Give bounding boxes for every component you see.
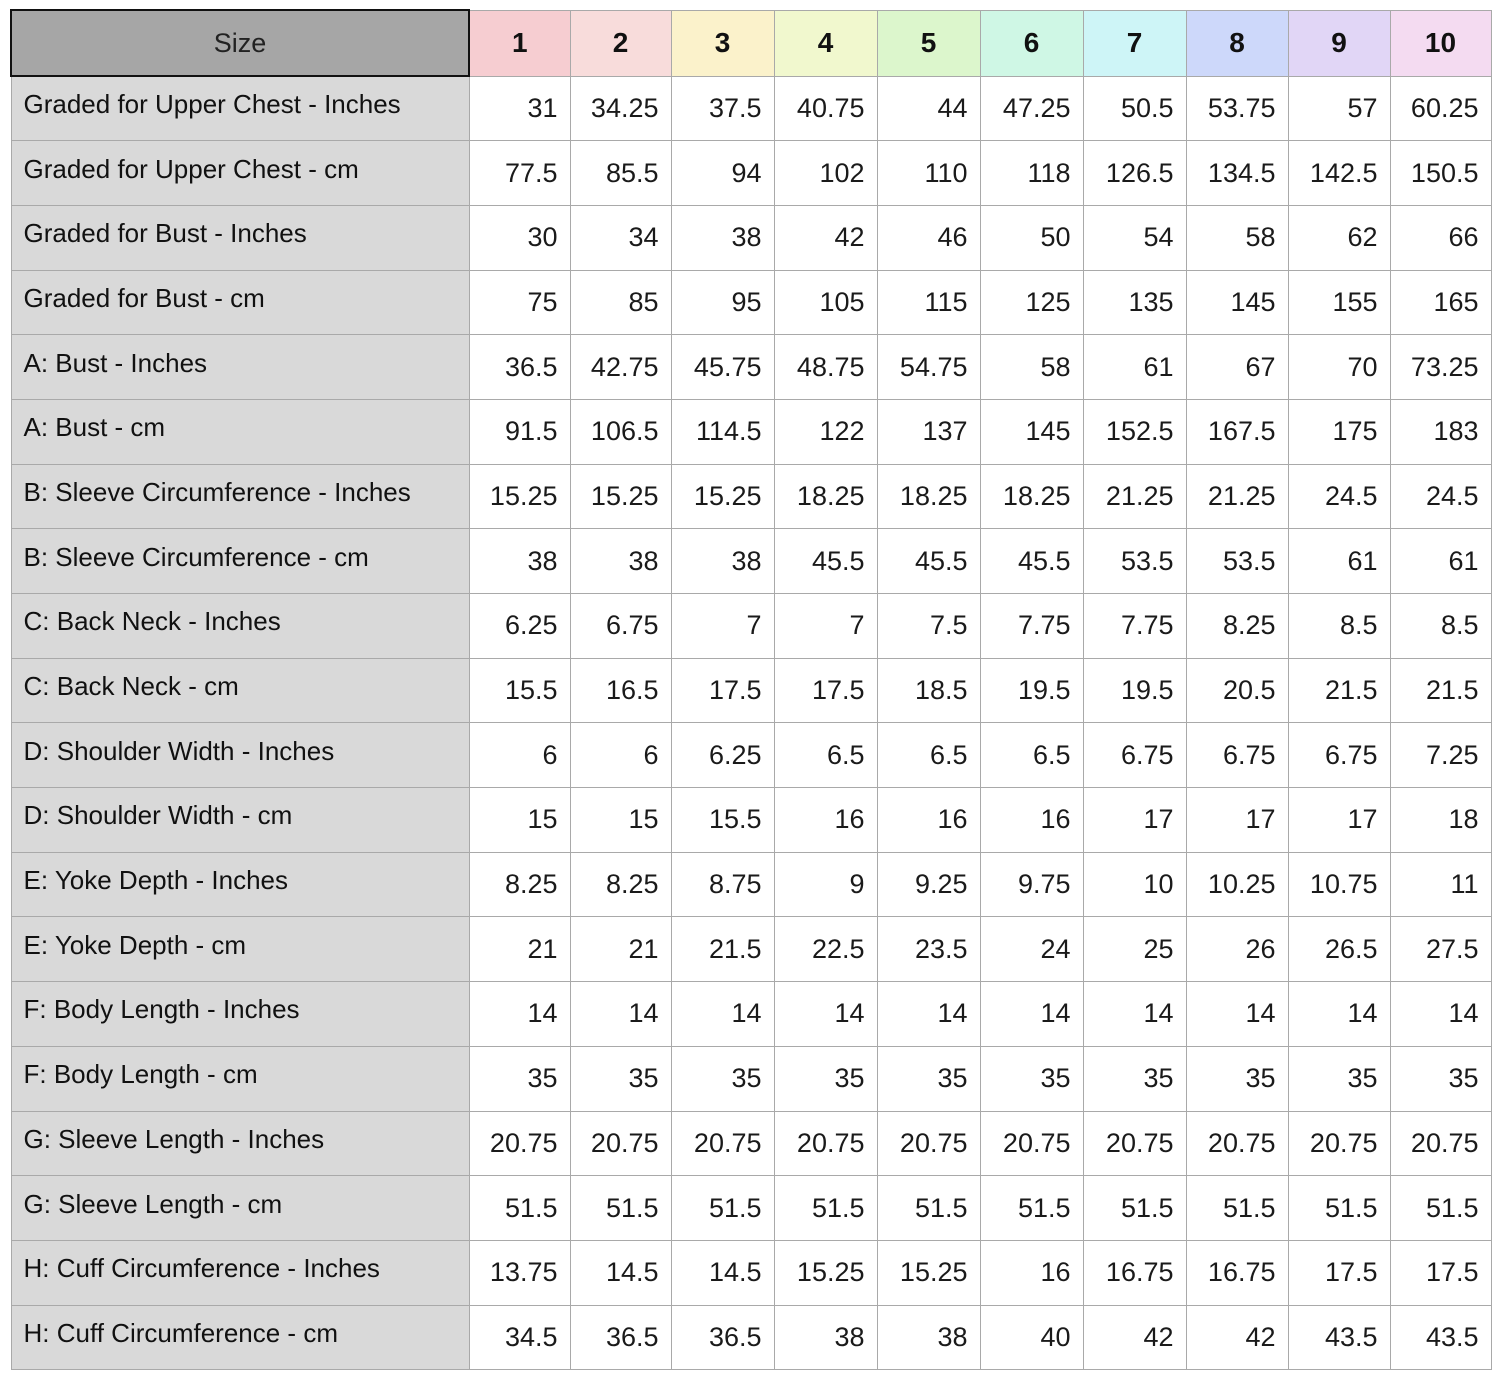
measurement-cell: 61	[1288, 529, 1390, 594]
measurement-cell: 15.5	[671, 788, 774, 853]
table-row	[11, 1176, 1491, 1241]
table-row	[11, 658, 1491, 723]
measurement-cell: 42	[774, 205, 877, 270]
measurement-cell: 53.5	[1083, 529, 1186, 594]
measurement-cell: 6.75	[1288, 723, 1390, 788]
measurement-cell: 85.5	[570, 141, 671, 206]
measurement-cell: 135	[1083, 270, 1186, 335]
measurement-cell: 6	[570, 723, 671, 788]
measurement-cell: 175	[1288, 399, 1390, 464]
measurement-cell: 118	[980, 141, 1083, 206]
measurement-cell: 38	[469, 529, 570, 594]
measurement-cell: 8.25	[469, 852, 570, 917]
measurement-cell: 35	[877, 1046, 980, 1111]
measurement-cell: 9.25	[877, 852, 980, 917]
measurement-cell: 35	[469, 1046, 570, 1111]
measurement-cell: 18.25	[980, 464, 1083, 529]
table-row	[11, 399, 1491, 464]
measurement-cell: 10.25	[1186, 852, 1288, 917]
measurement-cell: 46	[877, 205, 980, 270]
size-header-5: 5	[877, 10, 980, 76]
measurement-cell: 15.25	[877, 1240, 980, 1305]
table-row	[11, 464, 1491, 529]
measurement-cell: 11	[1390, 852, 1491, 917]
measurement-cell: 42	[1186, 1305, 1288, 1370]
row-label: Graded for Bust - Inches	[11, 205, 469, 270]
size-header-10: 10	[1390, 10, 1491, 76]
measurement-cell: 18	[1390, 788, 1491, 853]
measurement-cell: 34	[570, 205, 671, 270]
measurement-cell: 15	[570, 788, 671, 853]
measurement-cell: 8.25	[570, 852, 671, 917]
measurement-cell: 62	[1288, 205, 1390, 270]
measurement-cell: 54	[1083, 205, 1186, 270]
measurement-cell: 6.75	[1083, 723, 1186, 788]
measurement-cell: 14	[570, 982, 671, 1047]
table-row	[11, 76, 1491, 141]
measurement-cell: 14	[1083, 982, 1186, 1047]
measurement-cell: 17.5	[1288, 1240, 1390, 1305]
row-label: F: Body Length - cm	[11, 1046, 469, 1111]
row-label: A: Bust - Inches	[11, 335, 469, 400]
measurement-cell: 15.25	[671, 464, 774, 529]
measurement-cell: 53.5	[1186, 529, 1288, 594]
measurement-cell: 16	[980, 788, 1083, 853]
measurement-cell: 38	[774, 1305, 877, 1370]
size-chart-table	[10, 9, 1492, 1370]
row-label: G: Sleeve Length - cm	[11, 1176, 469, 1241]
measurement-cell: 60.25	[1390, 76, 1491, 141]
measurement-cell: 31	[469, 76, 570, 141]
measurement-cell: 16	[774, 788, 877, 853]
measurement-cell: 7.75	[980, 594, 1083, 659]
measurement-cell: 35	[774, 1046, 877, 1111]
measurement-cell: 106.5	[570, 399, 671, 464]
size-header-7: 7	[1083, 10, 1186, 76]
measurement-cell: 38	[570, 529, 671, 594]
table-row	[11, 594, 1491, 659]
measurement-cell: 102	[774, 141, 877, 206]
measurement-cell: 51.5	[774, 1176, 877, 1241]
measurement-cell: 17.5	[1390, 1240, 1491, 1305]
measurement-cell: 94	[671, 141, 774, 206]
measurement-cell: 26	[1186, 917, 1288, 982]
measurement-cell: 85	[570, 270, 671, 335]
measurement-cell: 6.5	[980, 723, 1083, 788]
measurement-cell: 20.75	[671, 1111, 774, 1176]
measurement-cell: 58	[980, 335, 1083, 400]
row-label: D: Shoulder Width - Inches	[11, 723, 469, 788]
measurement-cell: 45.5	[774, 529, 877, 594]
measurement-cell: 40	[980, 1305, 1083, 1370]
measurement-cell: 14	[877, 982, 980, 1047]
measurement-cell: 19.5	[1083, 658, 1186, 723]
measurement-cell: 14.5	[671, 1240, 774, 1305]
measurement-cell: 6.5	[877, 723, 980, 788]
measurement-cell: 16.75	[1186, 1240, 1288, 1305]
measurement-cell: 17	[1186, 788, 1288, 853]
size-header-9: 9	[1288, 10, 1390, 76]
size-header-6: 6	[980, 10, 1083, 76]
row-label: B: Sleeve Circumference - Inches	[11, 464, 469, 529]
row-label: C: Back Neck - cm	[11, 658, 469, 723]
measurement-cell: 35	[1390, 1046, 1491, 1111]
measurement-cell: 20.75	[1390, 1111, 1491, 1176]
measurement-cell: 20.75	[877, 1111, 980, 1176]
measurement-cell: 20.5	[1186, 658, 1288, 723]
measurement-cell: 150.5	[1390, 141, 1491, 206]
measurement-cell: 14	[774, 982, 877, 1047]
measurement-cell: 95	[671, 270, 774, 335]
measurement-cell: 126.5	[1083, 141, 1186, 206]
measurement-cell: 6.75	[570, 594, 671, 659]
measurement-cell: 15.25	[774, 1240, 877, 1305]
measurement-cell: 14	[1288, 982, 1390, 1047]
measurement-cell: 20.75	[1186, 1111, 1288, 1176]
measurement-cell: 44	[877, 76, 980, 141]
measurement-cell: 45.75	[671, 335, 774, 400]
measurements-body	[11, 76, 1491, 1370]
measurement-cell: 20.75	[1083, 1111, 1186, 1176]
measurement-cell: 38	[671, 205, 774, 270]
measurement-cell: 42.75	[570, 335, 671, 400]
measurement-cell: 34.25	[570, 76, 671, 141]
measurement-cell: 58	[1186, 205, 1288, 270]
measurement-cell: 137	[877, 399, 980, 464]
table-row	[11, 1240, 1491, 1305]
measurement-cell: 51.5	[671, 1176, 774, 1241]
measurement-cell: 48.75	[774, 335, 877, 400]
measurement-cell: 16.75	[1083, 1240, 1186, 1305]
measurement-cell: 9.75	[980, 852, 1083, 917]
measurement-cell: 21.25	[1186, 464, 1288, 529]
measurement-cell: 15.5	[469, 658, 570, 723]
size-header-1: 1	[469, 10, 570, 76]
measurement-cell: 18.5	[877, 658, 980, 723]
measurement-cell: 25	[1083, 917, 1186, 982]
measurement-cell: 36.5	[671, 1305, 774, 1370]
measurement-cell: 20.75	[774, 1111, 877, 1176]
measurement-cell: 15.25	[469, 464, 570, 529]
measurement-cell: 51.5	[570, 1176, 671, 1241]
measurement-cell: 77.5	[469, 141, 570, 206]
measurement-cell: 6.5	[774, 723, 877, 788]
table-row	[11, 205, 1491, 270]
measurement-cell: 8.25	[1186, 594, 1288, 659]
table-row	[11, 1305, 1491, 1370]
measurement-cell: 73.25	[1390, 335, 1491, 400]
table-row	[11, 335, 1491, 400]
measurement-cell: 70	[1288, 335, 1390, 400]
measurement-cell: 22.5	[774, 917, 877, 982]
measurement-cell: 21.5	[1288, 658, 1390, 723]
measurement-cell: 134.5	[1186, 141, 1288, 206]
row-label: Graded for Upper Chest - Inches	[11, 76, 469, 141]
row-label: H: Cuff Circumference - Inches	[11, 1240, 469, 1305]
table-row	[11, 982, 1491, 1047]
measurement-cell: 14	[1390, 982, 1491, 1047]
measurement-cell: 183	[1390, 399, 1491, 464]
measurement-cell: 16	[877, 788, 980, 853]
measurement-cell: 35	[1288, 1046, 1390, 1111]
measurement-cell: 43.5	[1390, 1305, 1491, 1370]
row-label: C: Back Neck - Inches	[11, 594, 469, 659]
measurement-cell: 155	[1288, 270, 1390, 335]
row-label: Graded for Upper Chest - cm	[11, 141, 469, 206]
measurement-cell: 14	[469, 982, 570, 1047]
measurement-cell: 8.75	[671, 852, 774, 917]
measurement-cell: 14	[1186, 982, 1288, 1047]
measurement-cell: 51.5	[980, 1176, 1083, 1241]
measurement-cell: 7.25	[1390, 723, 1491, 788]
measurement-cell: 145	[980, 399, 1083, 464]
measurement-cell: 15	[469, 788, 570, 853]
measurement-cell: 16.5	[570, 658, 671, 723]
measurement-cell: 14.5	[570, 1240, 671, 1305]
measurement-cell: 50	[980, 205, 1083, 270]
measurement-cell: 142.5	[1288, 141, 1390, 206]
row-label: D: Shoulder Width - cm	[11, 788, 469, 853]
measurement-cell: 21.5	[1390, 658, 1491, 723]
measurement-cell: 66	[1390, 205, 1491, 270]
measurement-cell: 20.75	[469, 1111, 570, 1176]
measurement-cell: 35	[1186, 1046, 1288, 1111]
measurement-cell: 35	[1083, 1046, 1186, 1111]
table-row	[11, 723, 1491, 788]
row-label: E: Yoke Depth - Inches	[11, 852, 469, 917]
measurement-cell: 6.75	[1186, 723, 1288, 788]
measurement-cell: 61	[1083, 335, 1186, 400]
measurement-cell: 47.25	[980, 76, 1083, 141]
row-label: F: Body Length - Inches	[11, 982, 469, 1047]
measurement-cell: 105	[774, 270, 877, 335]
measurement-cell: 30	[469, 205, 570, 270]
measurement-cell: 42	[1083, 1305, 1186, 1370]
table-row	[11, 852, 1491, 917]
table-row	[11, 270, 1491, 335]
measurement-cell: 6.25	[671, 723, 774, 788]
table-row	[11, 917, 1491, 982]
measurement-cell: 75	[469, 270, 570, 335]
measurement-cell: 122	[774, 399, 877, 464]
measurement-cell: 21.5	[671, 917, 774, 982]
row-label: Graded for Bust - cm	[11, 270, 469, 335]
measurement-cell: 51.5	[877, 1176, 980, 1241]
measurement-cell: 7	[774, 594, 877, 659]
measurement-cell: 7.5	[877, 594, 980, 659]
header-row	[11, 10, 1491, 76]
measurement-cell: 8.5	[1390, 594, 1491, 659]
measurement-cell: 61	[1390, 529, 1491, 594]
measurement-cell: 8.5	[1288, 594, 1390, 659]
measurement-cell: 35	[671, 1046, 774, 1111]
measurement-cell: 35	[570, 1046, 671, 1111]
measurement-cell: 51.5	[1083, 1176, 1186, 1241]
measurement-cell: 38	[877, 1305, 980, 1370]
row-label: G: Sleeve Length - Inches	[11, 1111, 469, 1176]
measurement-cell: 110	[877, 141, 980, 206]
measurement-cell: 165	[1390, 270, 1491, 335]
measurement-cell: 20.75	[570, 1111, 671, 1176]
measurement-cell: 17	[1083, 788, 1186, 853]
measurement-cell: 54.75	[877, 335, 980, 400]
measurement-cell: 167.5	[1186, 399, 1288, 464]
measurement-cell: 45.5	[980, 529, 1083, 594]
table-row	[11, 141, 1491, 206]
measurement-cell: 20.75	[980, 1111, 1083, 1176]
size-header-3: 3	[671, 10, 774, 76]
measurement-cell: 38	[671, 529, 774, 594]
measurement-cell: 13.75	[469, 1240, 570, 1305]
measurement-cell: 18.25	[774, 464, 877, 529]
measurement-cell: 45.5	[877, 529, 980, 594]
measurement-cell: 10	[1083, 852, 1186, 917]
measurement-cell: 23.5	[877, 917, 980, 982]
measurement-cell: 67	[1186, 335, 1288, 400]
row-label: B: Sleeve Circumference - cm	[11, 529, 469, 594]
row-label: A: Bust - cm	[11, 399, 469, 464]
measurement-cell: 24	[980, 917, 1083, 982]
measurement-cell: 26.5	[1288, 917, 1390, 982]
measurement-cell: 15.25	[570, 464, 671, 529]
measurement-cell: 36.5	[570, 1305, 671, 1370]
size-header-2: 2	[570, 10, 671, 76]
measurement-cell: 53.75	[1186, 76, 1288, 141]
measurement-cell: 24.5	[1390, 464, 1491, 529]
row-label: E: Yoke Depth - cm	[11, 917, 469, 982]
measurement-cell: 57	[1288, 76, 1390, 141]
measurement-cell: 16	[980, 1240, 1083, 1305]
measurement-cell: 51.5	[1390, 1176, 1491, 1241]
measurement-cell: 51.5	[469, 1176, 570, 1241]
measurement-cell: 125	[980, 270, 1083, 335]
row-label: H: Cuff Circumference - cm	[11, 1305, 469, 1370]
measurement-cell: 7	[671, 594, 774, 659]
measurement-cell: 51.5	[1288, 1176, 1390, 1241]
measurement-cell: 91.5	[469, 399, 570, 464]
measurement-cell: 14	[671, 982, 774, 1047]
measurement-cell: 9	[774, 852, 877, 917]
measurement-cell: 37.5	[671, 76, 774, 141]
measurement-cell: 40.75	[774, 76, 877, 141]
measurement-cell: 34.5	[469, 1305, 570, 1370]
measurement-cell: 21	[469, 917, 570, 982]
measurement-cell: 6.25	[469, 594, 570, 659]
measurement-cell: 6	[469, 723, 570, 788]
measurement-cell: 7.75	[1083, 594, 1186, 659]
measurement-cell: 17.5	[671, 658, 774, 723]
measurement-cell: 17	[1288, 788, 1390, 853]
measurement-cell: 21.25	[1083, 464, 1186, 529]
table-row	[11, 529, 1491, 594]
measurement-cell: 152.5	[1083, 399, 1186, 464]
measurement-cell: 18.25	[877, 464, 980, 529]
measurement-cell: 115	[877, 270, 980, 335]
measurement-cell: 20.75	[1288, 1111, 1390, 1176]
table-row	[11, 1046, 1491, 1111]
measurement-cell: 17.5	[774, 658, 877, 723]
measurement-cell: 27.5	[1390, 917, 1491, 982]
measurement-cell: 35	[980, 1046, 1083, 1111]
measurement-cell: 36.5	[469, 335, 570, 400]
measurement-cell: 51.5	[1186, 1176, 1288, 1241]
measurement-cell: 43.5	[1288, 1305, 1390, 1370]
measurement-cell: 24.5	[1288, 464, 1390, 529]
table-row	[11, 1111, 1491, 1176]
measurement-cell: 114.5	[671, 399, 774, 464]
measurement-cell: 10.75	[1288, 852, 1390, 917]
measurement-cell: 21	[570, 917, 671, 982]
measurement-cell: 145	[1186, 270, 1288, 335]
size-header-8: 8	[1186, 10, 1288, 76]
table-row	[11, 788, 1491, 853]
size-header-4: 4	[774, 10, 877, 76]
size-column-header: Size	[11, 10, 469, 76]
measurement-cell: 14	[980, 982, 1083, 1047]
measurement-cell: 19.5	[980, 658, 1083, 723]
measurement-cell: 50.5	[1083, 76, 1186, 141]
